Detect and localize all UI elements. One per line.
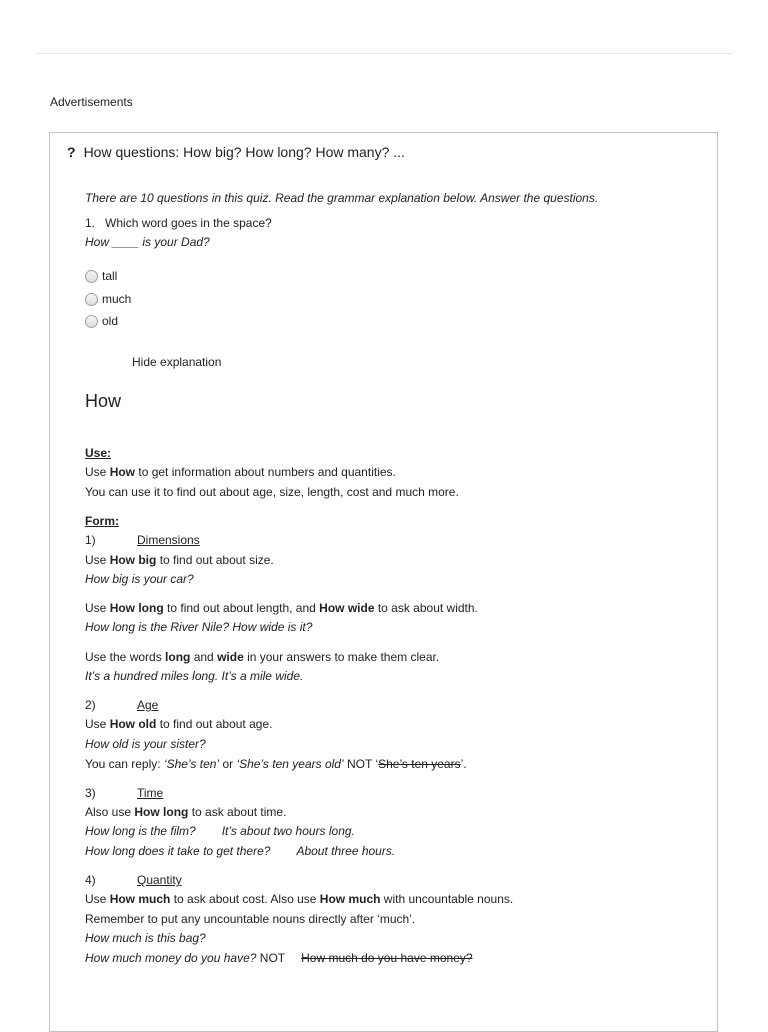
section-time-heading: 3) Time <box>85 786 164 800</box>
quiz-container <box>49 132 718 1032</box>
question-prompt <box>85 216 272 230</box>
radio-button[interactable] <box>85 293 98 306</box>
advertisements-label: Advertisements <box>50 95 133 109</box>
hide-explanation-button[interactable]: Hide explanation <box>132 355 222 369</box>
rule-line: Use How old to find out about age. <box>85 717 273 731</box>
radio-button[interactable] <box>85 270 98 283</box>
rule-line: Use How much to ask about cost. Also use How much with uncountable nouns. <box>85 892 514 906</box>
answer-option-label: much <box>102 292 132 306</box>
question-mark-icon: ? <box>67 144 76 160</box>
quiz-intro: There are 10 questions in this quiz. Read the grammar explanation below. Answer the questions. <box>85 191 599 205</box>
example-line: How much money do you have? NOT How much do you have money? <box>85 951 473 965</box>
answer-option-label: tall <box>102 269 118 283</box>
quiz-title <box>67 144 405 160</box>
example-line: How old is your sister? <box>85 737 206 751</box>
section-age-heading: 2) Age <box>85 698 159 712</box>
rule-line: Use How long to find out about length, and How wide to ask about width. <box>85 601 478 615</box>
use-line: You can use it to find out about age, size, length, cost and much more. <box>85 485 459 499</box>
quiz-title-text: How questions: How big? How long? How many? ... <box>83 144 405 160</box>
rule-line: Use the words long and wide in your answers to make them clear. <box>85 650 440 664</box>
question-number: 1. <box>85 216 96 230</box>
top-divider <box>36 53 733 54</box>
answer-option[interactable] <box>85 292 131 306</box>
answer-option-label: old <box>102 314 119 328</box>
explanation-heading: How <box>85 391 122 411</box>
example-line: How big is your car? <box>85 572 194 586</box>
form-label: Form: <box>85 514 119 528</box>
example-line: How long does it take to get there? About three hours. <box>85 844 396 858</box>
use-line: Use How to get information about numbers and quantities. <box>85 465 396 479</box>
rule-line: Use How big to find out about size. <box>85 553 274 567</box>
question-sentence: How ____ is your Dad? <box>85 235 210 249</box>
use-label: Use: <box>85 446 112 460</box>
section-quantity-heading: 4) Quantity <box>85 873 182 887</box>
rule-line: Remember to put any uncountable nouns directly after ‘much’. <box>85 912 416 926</box>
answer-option[interactable] <box>85 269 117 283</box>
example-line: How much is this bag? <box>85 931 206 945</box>
rule-line: You can reply: ‘She’s ten’ or ‘She’s ten years old’ NOT ‘She’s ten years’. <box>85 757 467 771</box>
example-line: How long is the River Nile? How wide is it? <box>85 620 313 634</box>
section-dimensions-heading: 1) Dimensions <box>85 533 200 547</box>
rule-line: Also use How long to ask about time. <box>85 805 287 819</box>
question-text: Which word goes in the space? <box>105 216 272 230</box>
example-line: How long is the film? It’s about two hours long. <box>85 824 355 838</box>
answer-option[interactable] <box>85 314 118 328</box>
example-line: It’s a hundred miles long. It’s a mile wide. <box>85 669 304 683</box>
radio-button[interactable] <box>85 315 98 328</box>
